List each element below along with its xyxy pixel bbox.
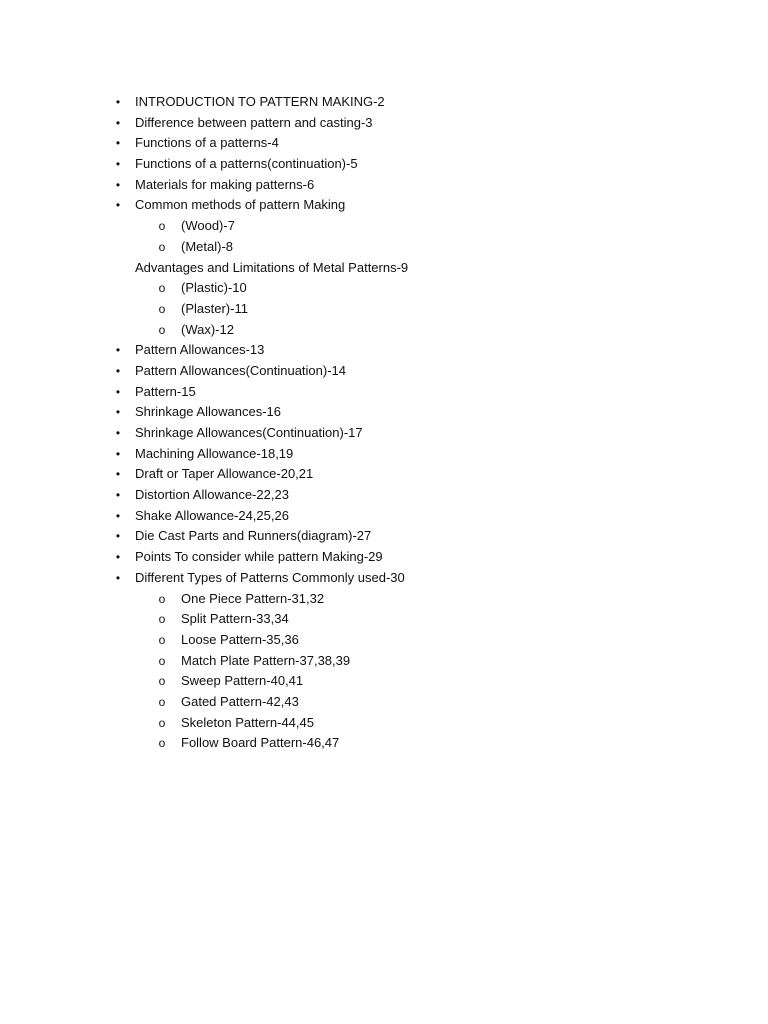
toc-item-text: Follow Board Pattern-46,47	[181, 735, 340, 751]
bullet-icon: •	[115, 550, 121, 565]
bullet-icon: •	[115, 198, 121, 213]
bullet-icon: •	[115, 488, 121, 503]
sub-bullet-icon: o	[158, 219, 166, 234]
toc-item-text: Pattern Allowances(Continuation)-14	[135, 362, 347, 378]
toc-item-text: Match Plate Pattern-37,38,39	[181, 652, 351, 668]
toc-item-text: INTRODUCTION TO PATTERN MAKING-2	[135, 94, 385, 109]
sub-bullet-icon: o	[158, 715, 166, 730]
table-of-contents	[0, 92, 768, 754]
toc-item	[0, 651, 768, 672]
toc-item-text: Advantages and Limitations of Metal Patterns-9	[135, 259, 409, 275]
toc-item-text: Functions of a patterns(continuation)-5	[135, 156, 358, 172]
toc-item	[0, 692, 768, 713]
bullet-icon: •	[115, 95, 121, 109]
toc-item-text: Draft or Taper Allowance-20,21	[135, 466, 314, 482]
bullet-icon: •	[115, 426, 121, 440]
toc-item	[0, 382, 768, 403]
toc-item	[0, 258, 768, 279]
toc-item-text: (Wood)-7	[181, 218, 235, 234]
sub-bullet-icon: o	[158, 632, 166, 647]
toc-item	[0, 671, 768, 692]
toc-item	[0, 133, 768, 154]
toc-item	[0, 154, 768, 175]
toc-item-text: Split Pattern-33,34	[181, 611, 289, 627]
toc-item	[0, 506, 768, 527]
sub-bullet-icon: o	[158, 239, 166, 254]
toc-item-text: Difference between pattern and casting-3	[135, 114, 373, 130]
toc-item	[0, 547, 768, 568]
toc-item-text: Functions of a patterns-4	[135, 135, 279, 151]
toc-item-text: (Wax)-12	[181, 321, 234, 337]
sub-bullet-icon: o	[158, 674, 166, 689]
toc-item	[0, 568, 768, 589]
toc-item-text: One Piece Pattern-31,32	[181, 590, 325, 606]
toc-item-text: Gated Pattern-42,43	[181, 693, 299, 709]
bullet-icon: •	[115, 384, 121, 399]
toc-item	[0, 444, 768, 465]
toc-item-text: (Plaster)-11	[181, 300, 248, 316]
bullet-icon: •	[115, 508, 121, 523]
toc-item	[0, 340, 768, 361]
sub-bullet-icon: o	[158, 653, 166, 668]
toc-item	[0, 278, 768, 299]
toc-item-text: Skeleton Pattern-44,45	[181, 714, 314, 730]
sub-bullet-icon: o	[158, 612, 166, 627]
toc-item-text: Sweep Pattern-40,41	[181, 673, 304, 689]
bullet-icon: •	[115, 446, 121, 461]
toc-item	[0, 195, 768, 216]
toc-item-text: Distortion Allowance-22,23	[135, 487, 289, 503]
toc-item-text: Different Types of Patterns Commonly used-30	[135, 569, 405, 585]
toc-item-text: Shrinkage Allowances-16	[135, 404, 281, 420]
bullet-icon: •	[115, 177, 121, 192]
toc-item-text: Shake Allowance-24,25,26	[135, 507, 289, 523]
toc-item	[0, 299, 768, 320]
bullet-icon: •	[115, 529, 121, 544]
toc-item-text: Machining Allowance-18,19	[135, 445, 294, 461]
toc-item	[0, 175, 768, 196]
toc-item	[0, 733, 768, 754]
toc-item	[0, 464, 768, 485]
bullet-icon: •	[115, 115, 121, 130]
sub-bullet-icon: o	[158, 736, 166, 751]
bullet-icon: •	[115, 136, 121, 151]
toc-item	[0, 589, 768, 610]
toc-item-text: Points To consider while pattern Making-29	[135, 549, 383, 565]
bullet-icon: •	[115, 157, 121, 172]
toc-item-text: (Plastic)-10	[181, 280, 247, 296]
toc-item	[0, 423, 768, 444]
toc-item-text: Loose Pattern-35,36	[181, 631, 299, 647]
toc-item-text: Die Cast Parts and Runners(diagram)-27	[135, 528, 372, 544]
toc-item	[0, 485, 768, 506]
toc-item	[0, 113, 768, 134]
bullet-icon: •	[115, 343, 121, 358]
toc-item-text: Shrinkage Allowances(Continuation)-17	[135, 425, 363, 440]
bullet-icon: •	[115, 363, 121, 378]
toc-item	[0, 402, 768, 423]
toc-item	[0, 609, 768, 630]
toc-item	[0, 237, 768, 258]
toc-item	[0, 630, 768, 651]
bullet-icon: •	[115, 467, 121, 482]
toc-item-text: Materials for making patterns-6	[135, 176, 315, 192]
sub-bullet-icon: o	[158, 322, 166, 337]
toc-item-text: Common methods of pattern Making	[135, 197, 346, 213]
sub-bullet-icon: o	[158, 281, 166, 296]
bullet-icon: •	[115, 405, 121, 420]
sub-bullet-icon: o	[158, 301, 166, 316]
toc-item	[0, 361, 768, 382]
toc-item	[0, 526, 768, 547]
toc-item-text: (Metal)-8	[181, 238, 234, 254]
toc-item	[0, 216, 768, 237]
toc-item	[0, 320, 768, 341]
toc-item-text: Pattern Allowances-13	[135, 342, 265, 358]
toc-item	[0, 713, 768, 734]
toc-item	[0, 92, 768, 113]
bullet-icon: •	[115, 570, 121, 585]
sub-bullet-icon: o	[158, 591, 166, 606]
sub-bullet-icon: o	[158, 694, 166, 709]
toc-item-text: Pattern-15	[135, 383, 196, 399]
